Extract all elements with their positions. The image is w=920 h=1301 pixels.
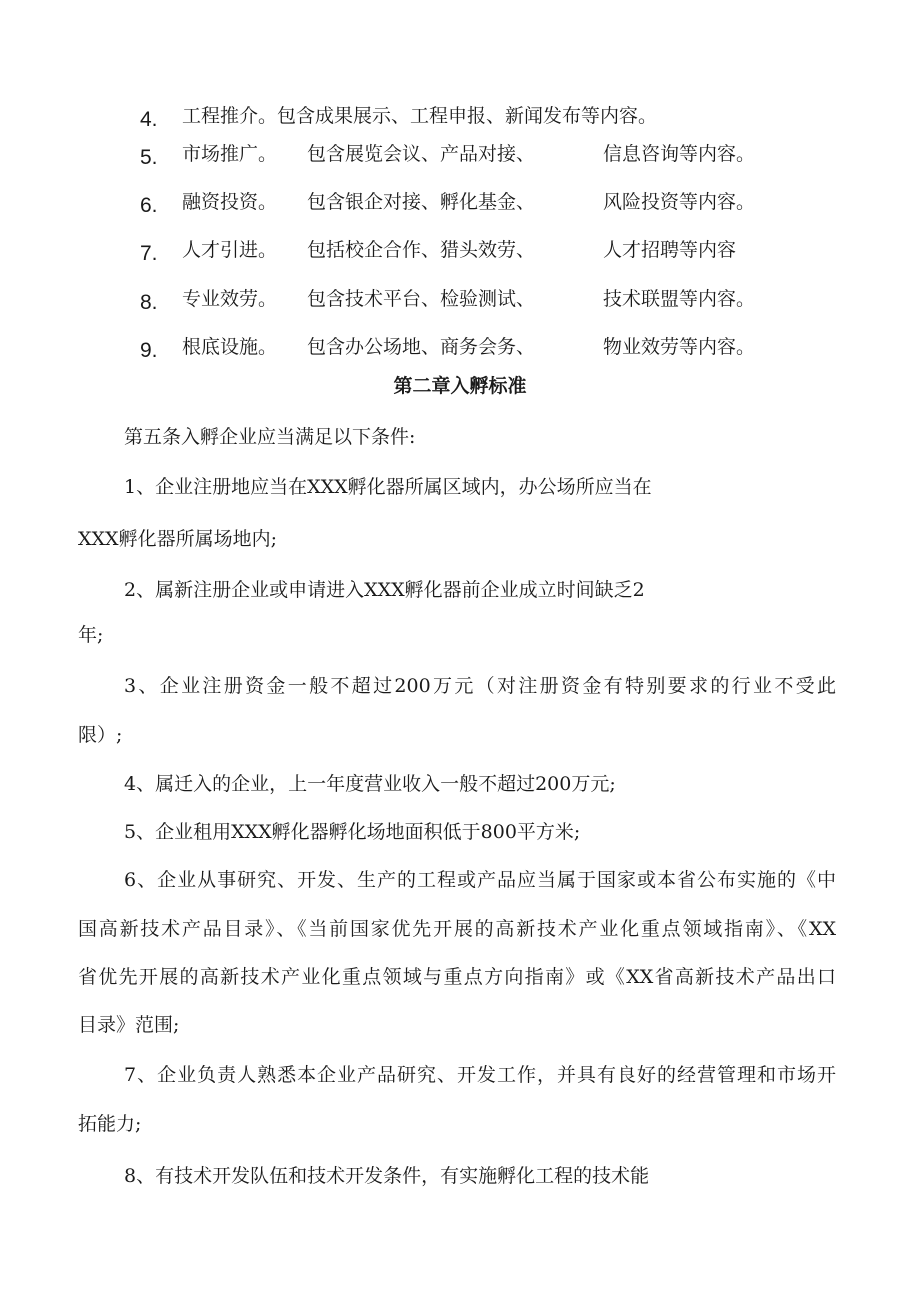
list-content: 包含技术平台、检验测试、: [307, 288, 536, 310]
list-content: 包括校企合作、猎头效劳、: [307, 239, 536, 261]
condition-2-line-2: 年;: [78, 624, 104, 646]
condition-1-line-1: 1、企业注册地应当在XXX孵化器所属区域内，办公场所应当在: [124, 476, 652, 498]
condition-8-line-1: 8、有技术开发队伍和技术开发条件，有实施孵化工程的技术能: [124, 1165, 650, 1187]
article-intro: 第五条入孵企业应当满足以下条件:: [124, 426, 416, 448]
condition-3-line-2: 限）;: [78, 724, 123, 746]
list-tail: 物业效劳等内容。: [603, 336, 756, 358]
condition-6-line-3: 省优先开展的高新技术产业化重点领域与重点方向指南》或《XX省高新技术产品出口: [78, 966, 836, 988]
list-number: 7.: [140, 242, 158, 265]
list-tail: 技术联盟等内容。: [603, 288, 756, 310]
list-number: 9.: [140, 339, 158, 362]
condition-6-line-1: 6、企业从事研究、开发、生产的工程或产品应当属于国家或本省公布实施的《中: [124, 869, 836, 891]
list-number: 5.: [140, 146, 158, 169]
list-number: 6.: [140, 194, 158, 217]
list-tail: 信息咨询等内容。: [603, 143, 756, 165]
condition-2-line-1: 2、属新注册企业或申请进入XXX孵化器前企业成立时间缺乏2: [124, 579, 645, 601]
condition-6-line-4: 目录》范围;: [78, 1014, 180, 1036]
condition-7-line-2: 拓能力;: [78, 1113, 142, 1135]
list-category: 融资投资。: [182, 191, 278, 213]
condition-1-line-2: XXX孵化器所属场地内;: [78, 528, 277, 550]
condition-6-line-2: 国高新技术产品目录》、《当前国家优先开展的高新技术产业化重点领域指南》、《XX: [78, 918, 836, 940]
list-tail: 人才招聘等内容: [603, 239, 737, 261]
list-tail: 风险投资等内容。: [603, 191, 756, 213]
list-category: 根底设施。: [182, 336, 278, 358]
condition-7-line-1: 7、企业负责人熟悉本企业产品研究、开发工作，并具有良好的经营管理和市场开: [124, 1064, 836, 1086]
list-number: 8.: [140, 291, 158, 314]
list-category: 专业效劳。: [182, 288, 278, 310]
list-category: 人才引进。: [182, 239, 278, 261]
list-content: 包含办公场地、商务会务、: [307, 336, 536, 358]
list-number: 4.: [140, 108, 158, 131]
chapter-title: 第二章入孵标准: [393, 375, 527, 397]
list-content: 包含银企对接、孵化基金、: [307, 191, 536, 213]
condition-3-line-1: 3、企业注册资金一般不超过200万元（对注册资金有特别要求的行业不受此: [124, 675, 836, 697]
condition-4: 4、属迁入的企业，上一年度营业收入一般不超过200万元;: [124, 773, 616, 795]
list-text: 工程推介。包含成果展示、工程申报、新闻发布等内容。: [182, 105, 658, 127]
list-category: 市场推广。: [182, 143, 278, 165]
condition-5: 5、企业租用XXX孵化器孵化场地面积低于800平方米;: [124, 821, 581, 843]
list-content: 包含展览会议、产品对接、: [307, 143, 536, 165]
